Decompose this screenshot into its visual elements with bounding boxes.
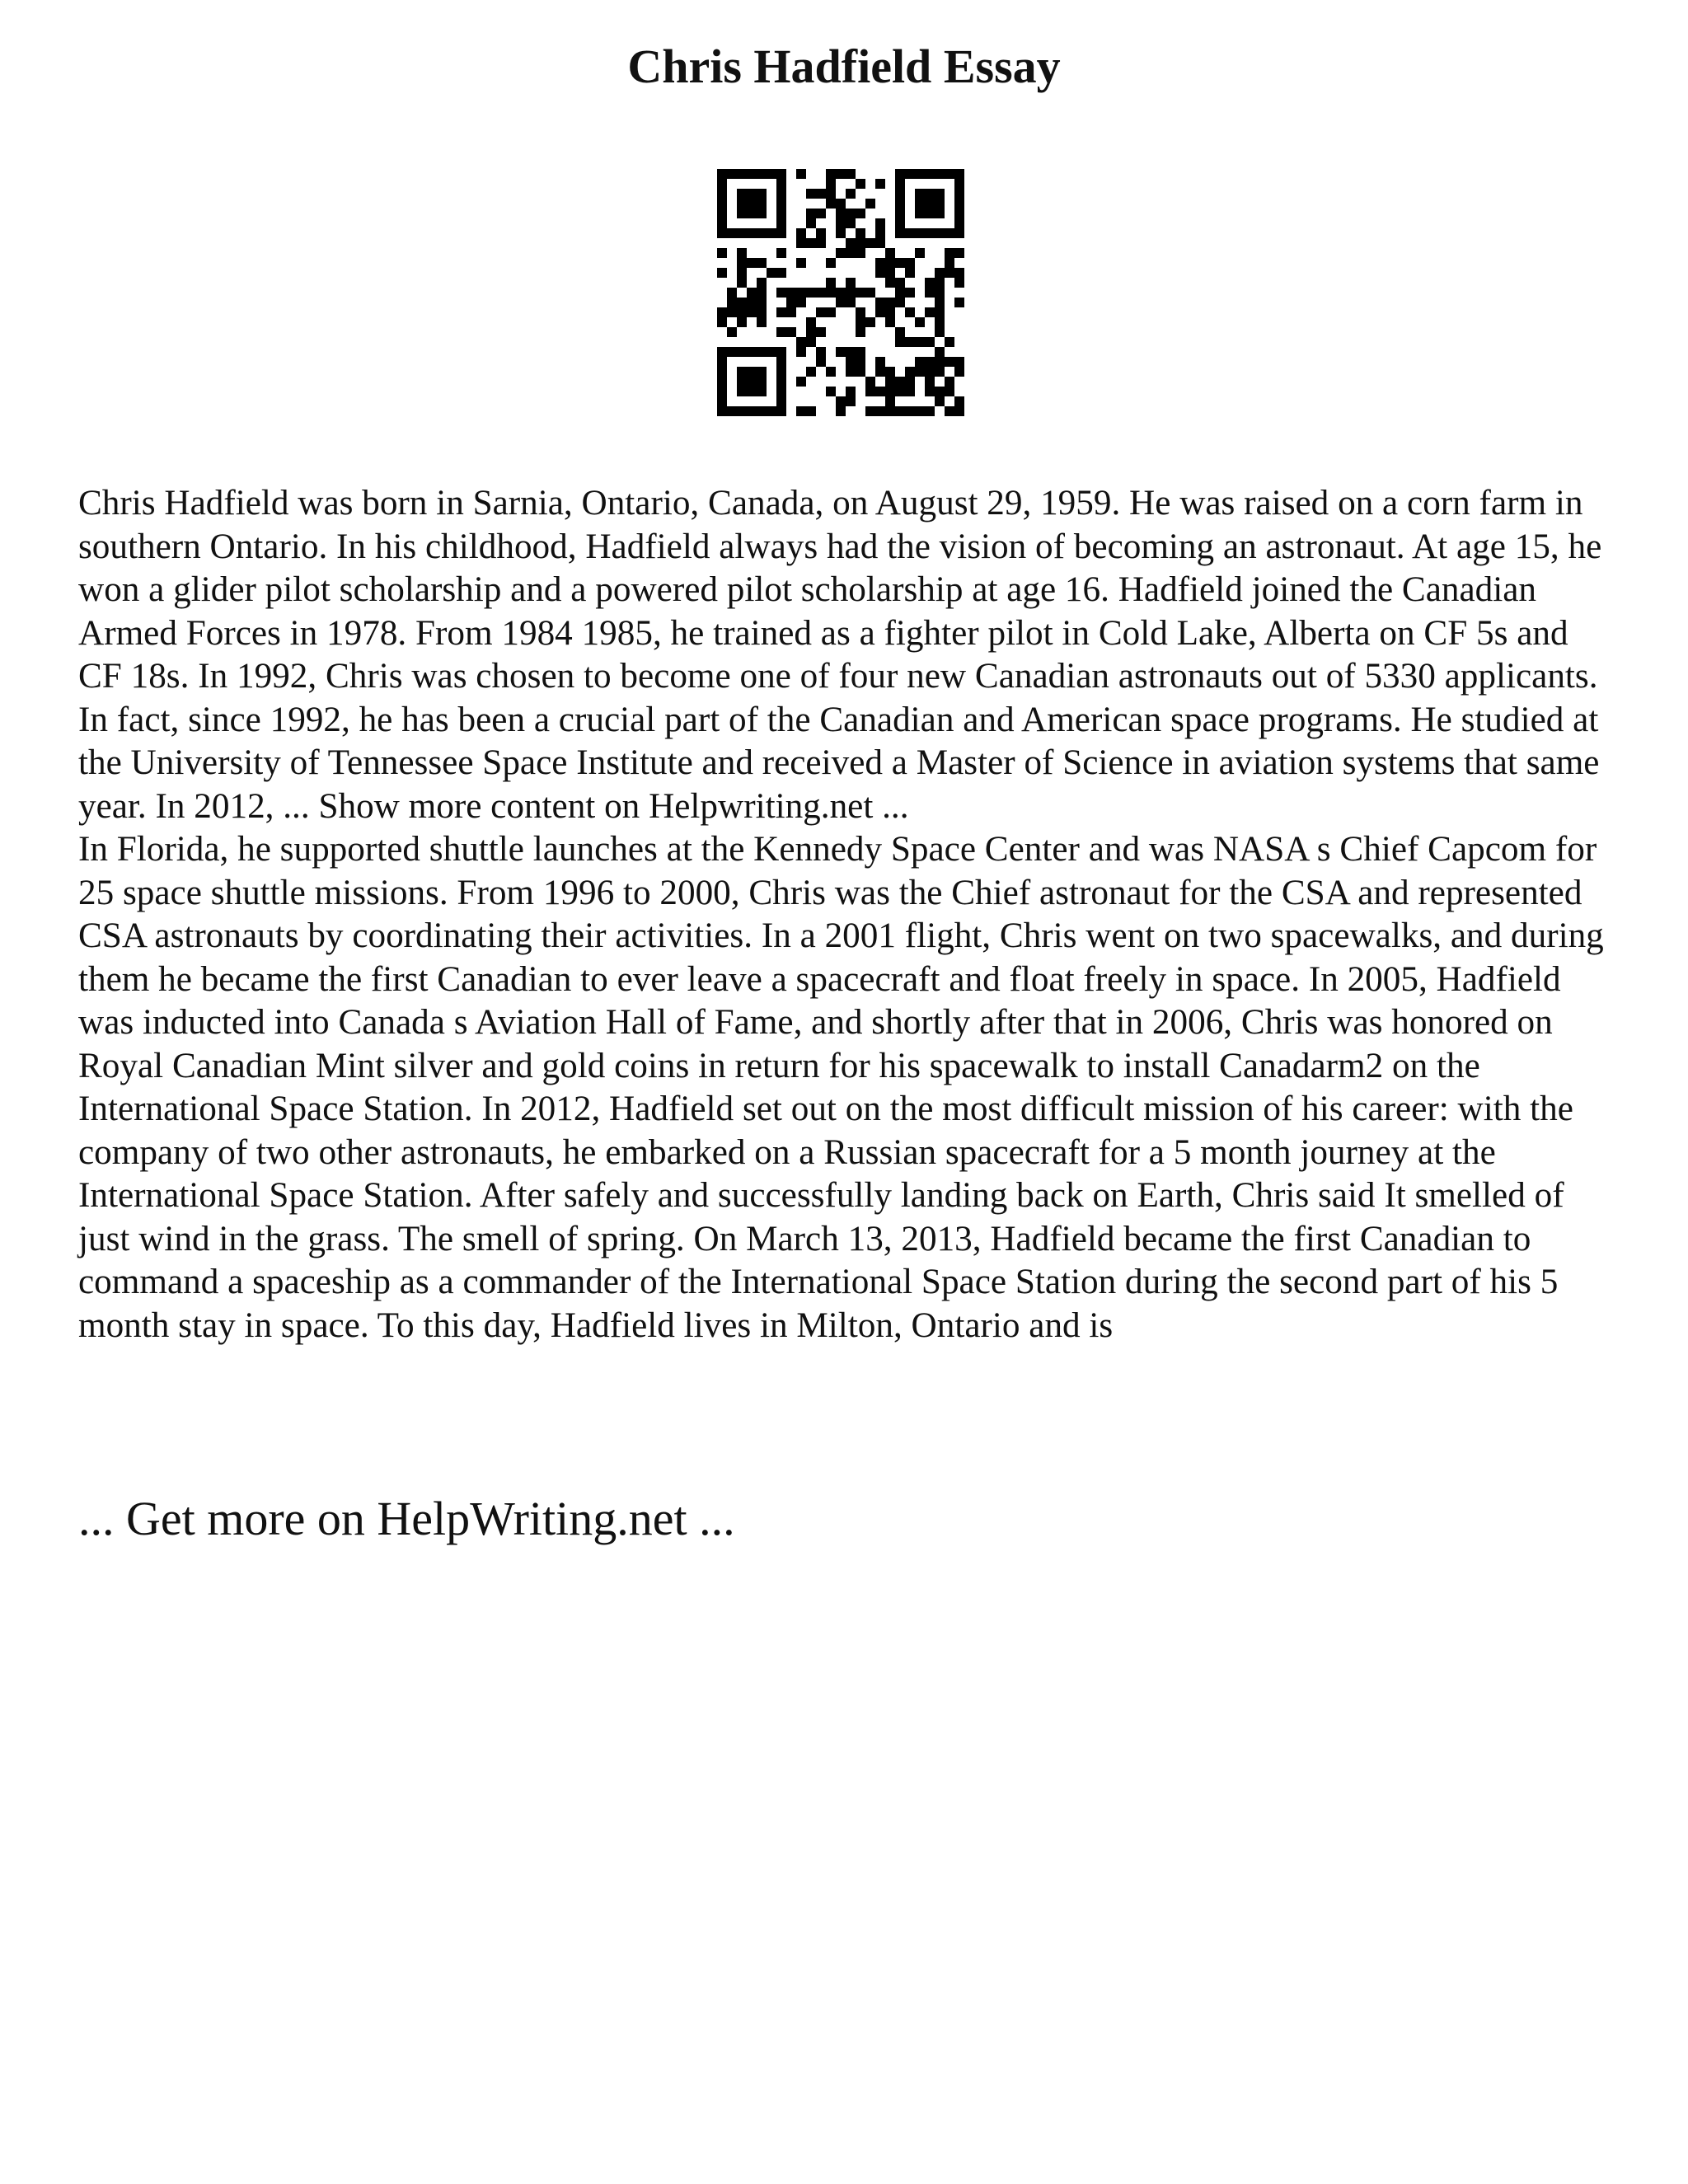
qr-code-icon: [717, 169, 964, 416]
get-more-link[interactable]: ... Get more on HelpWriting.net ...: [78, 1492, 735, 1545]
essay-paragraph-2: In Florida, he supported shuttle launches at the Kennedy Space Center and was NASA s Chief Capcom for 25 space shuttle missions. From 1996 to 2000, Chris was the Chief astronaut for the CSA and represented CSA astronauts by coordinating their activities. In a 2001 flight, Chris went on two spacewalks, and during them he became the first Canadian to ever leave a spacecraft and float freely in space. In 2005, Hadfield was inducted into Canada s Aviation Hall of Fame, and shortly after that in 2006, Chris was honored on Royal Canadian Mint silver and gold coins in return for his spacewalk to install Canadarm2 on the International Space Station. In 2012, Hadfield set out on the most difficult mission of his career: with the company of two other astronauts, he embarked on a Russian spacecraft for a 5 month journey at the International Space Station. After safely and successfully landing back on Earth, Chris said It smelled of just wind in the grass. The smell of spring. On March 13, 2013, Hadfield became the first Canadian to command a spaceship as a commander of the International Space Station during the second part of his 5 month stay in space. To this day, Hadfield lives in Milton, Ontario and is: [78, 830, 1604, 1345]
page-title: Chris Hadfield Essay: [627, 40, 1061, 93]
qr-code: [717, 169, 964, 416]
essay-paragraph-1: Chris Hadfield was born in Sarnia, Ontario, Canada, on August 29, 1959. He was raised on a corn farm in southern Ontario. In his childhood, Hadfield always had the vision of becoming an astronaut. At age 15, he won a glider pilot scholarship and a powered pilot scholarship at age 16. Hadfield joined the Canadian Armed Forces in 1978. From 1984 1985, he trained as a fighter pilot in Cold Lake, Alberta on CF 5s and CF 18s. In 1992, Chris was chosen to become one of four new Canadian astronauts out of 5330 applicants. In fact, since 1992, he has been a crucial part of the Canadian and American space programs. He studied at the University of Tennessee Space Institute and received a Master of Science in aviation systems that same year. In 2012, ... Show more content on Helpwriting.net ...: [78, 484, 1602, 826]
essay-body: [78, 482, 1620, 1347]
